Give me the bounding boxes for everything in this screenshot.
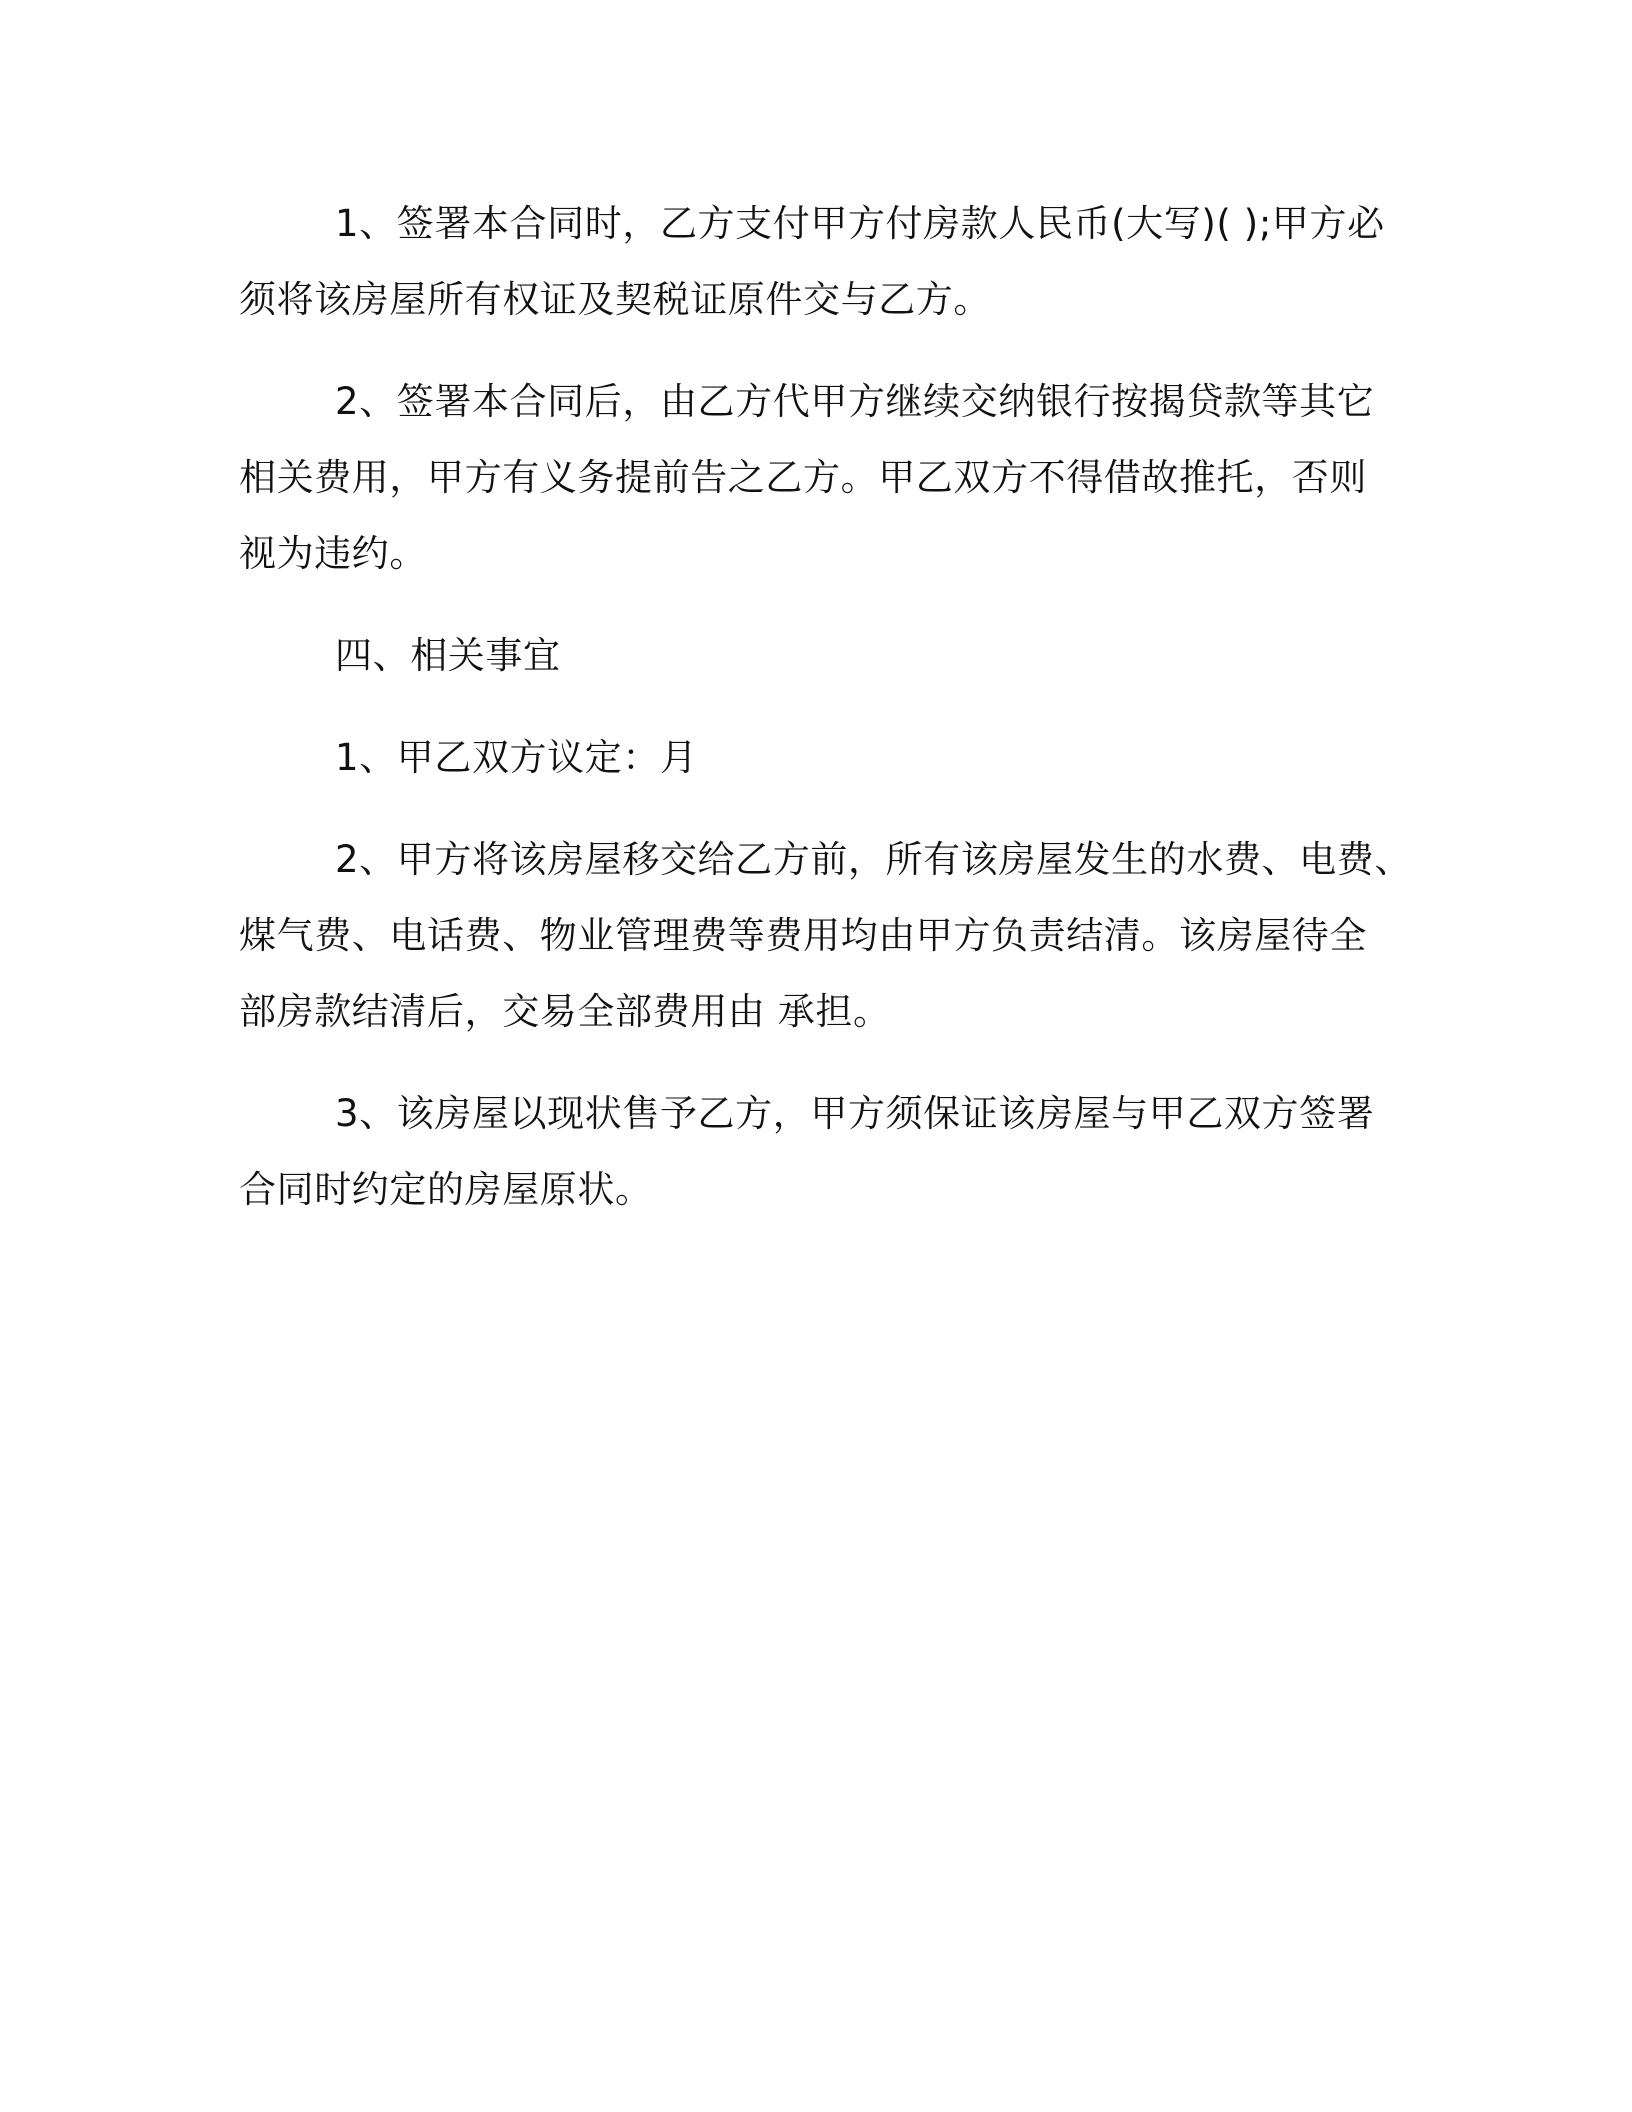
text-line: 合同时约定的房屋原状。 [239, 1168, 653, 1211]
text-line: 相关费用，甲方有义务提前告之乙方。甲乙双方不得借故推托，否则 [239, 456, 1367, 499]
text-line: 须将该房屋所有权证及契税证原件交与乙方。 [239, 278, 991, 321]
section-heading-text: 四、相关事宜 [335, 634, 561, 677]
paragraph-utility-fees [239, 822, 1412, 1050]
text-line: 部房款结清后，交易全部费用由 承担。 [239, 990, 891, 1033]
text-line: 1、甲乙双方议定：月 [335, 736, 698, 779]
text-line: 2、甲方将该房屋移交给乙方前，所有该房屋发生的水费、电费、 [335, 838, 1412, 881]
document-body [239, 186, 1412, 1254]
text-line: 2、签署本合同后，由乙方代甲方继续交纳银行按揭贷款等其它 [335, 380, 1375, 423]
paragraph-mortgage-payment [239, 364, 1399, 592]
paragraph-property-condition [239, 1076, 1399, 1228]
text-line: 视为违约。 [239, 532, 427, 575]
paragraph-payment-on-signing [239, 186, 1399, 338]
section-heading [239, 618, 1399, 694]
text-line: 煤气费、电话费、物业管理费等费用均由甲方负责结清。该房屋待全 [239, 914, 1367, 957]
text-line: 3、该房屋以现状售予乙方，甲方须保证该房屋与甲乙双方签署 [335, 1092, 1375, 1135]
paragraph-agreed-month [239, 720, 1399, 796]
text-line: 1、签署本合同时，乙方支付甲方付房款人民币(大写)( );甲方必 [335, 202, 1385, 245]
